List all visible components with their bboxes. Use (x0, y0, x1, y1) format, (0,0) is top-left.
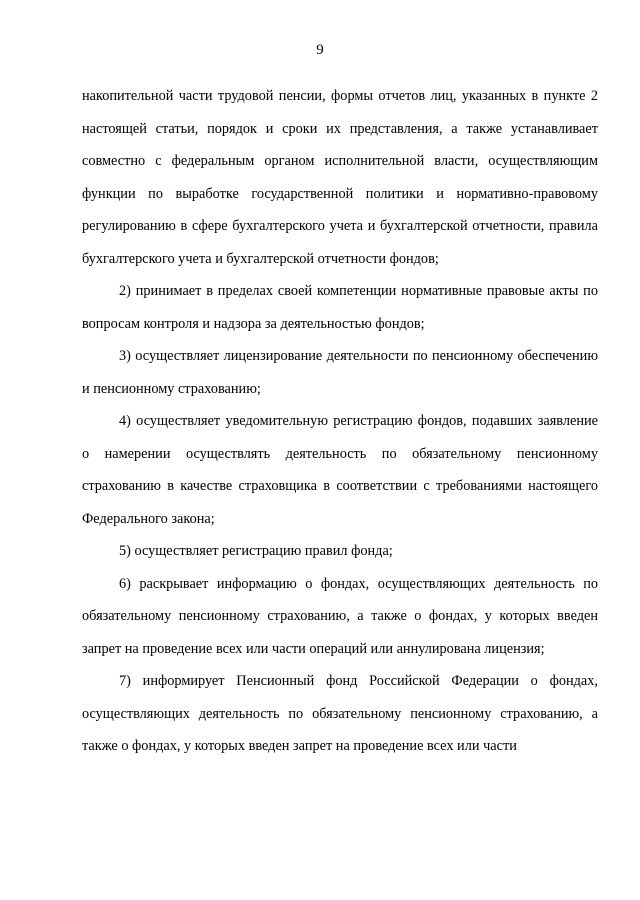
document-body (82, 80, 598, 763)
page-number: 9 (316, 42, 324, 58)
paragraph-continuation: накопительной части трудовой пенсии, формы отчетов лиц, указанных в пункте 2 настоящей статьи, порядок и сроки их представления, а также устанавливает совместно с федеральным органом исполнительной власти, осуществляющим функции по выработке государственной политики и нормативно-правовому регулированию в сфере бухгалтерского учета и бухгалтерской отчетности, правила бухгалтерского учета и бухгалтерской отчетности фондов; (82, 88, 598, 267)
paragraph-item-6: 6) раскрывает информацию о фондах, осуществляющих деятельность по обязательному пенсионному страхованию, а также о фондах, у которых введен запрет на проведение всех или части операций или аннулирована лицензия; (82, 575, 598, 657)
paragraph-item-5: 5) осуществляет регистрацию правил фонда; (119, 543, 393, 559)
paragraph-item-4: 4) осуществляет уведомительную регистрацию фондов, подавших заявление о намерении осуществлять деятельность по обязательному пенсионному страхованию в качестве страховщика в соответствии с требованиями настоящего Федерального закона; (82, 413, 598, 527)
paragraph-item-3: 3) осуществляет лицензирование деятельности по пенсионному обеспечению и пенсионному страхованию; (82, 348, 598, 397)
paragraph-item-2: 2) принимает в пределах своей компетенции нормативные правовые акты по вопросам контроля и надзора за деятельностью фондов; (82, 283, 598, 332)
paragraph-item-7: 7) информирует Пенсионный фонд Российской Федерации о фондах, осуществляющих деятельность по обязательному пенсионному страхованию, а также о фондах, у которых введен запрет на проведение всех или части (82, 673, 598, 754)
